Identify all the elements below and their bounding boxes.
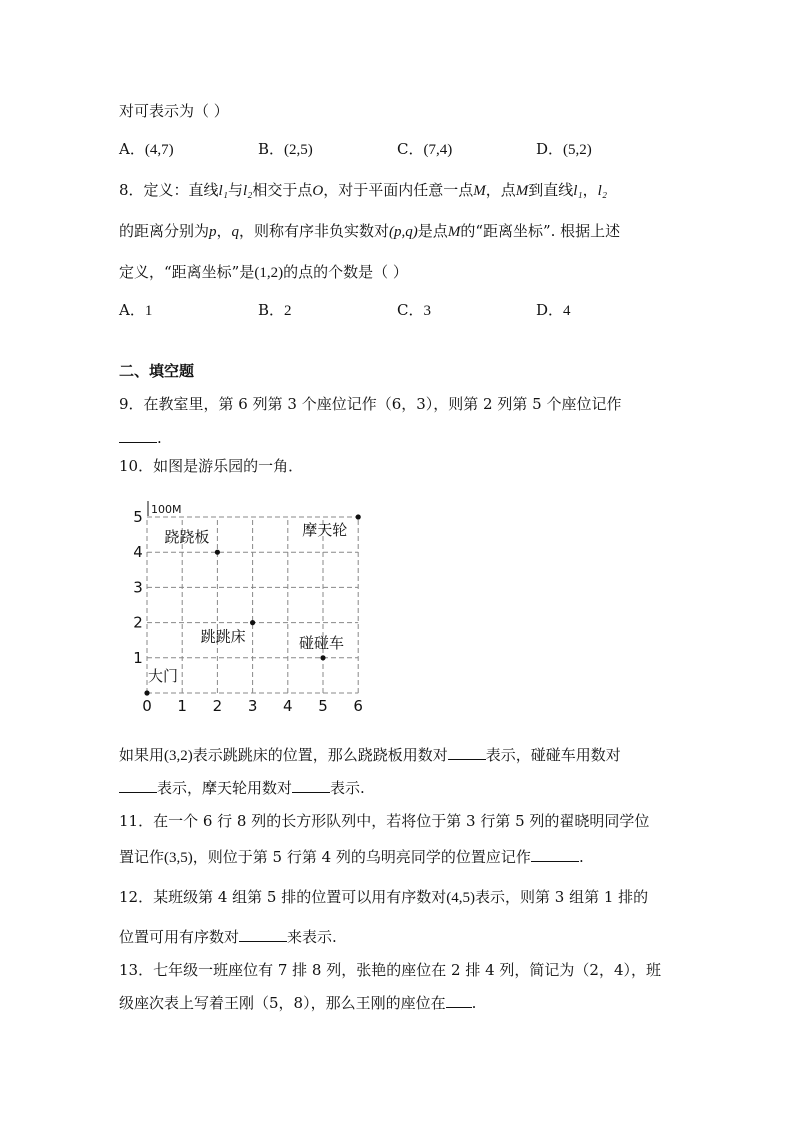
location-point [356, 514, 361, 519]
q10-text: 表示，碰碰车用数对 [485, 746, 621, 764]
q8-text: ，则称有序非负实数对 [239, 222, 390, 240]
x-tick-label: 6 [353, 697, 363, 715]
q11-line-1: 11．在一个 6 行 8 列的长方形队列中，若将位于第 3 行第 5 列的翟晓明同学位 [119, 812, 650, 830]
q10-line-2 [119, 777, 365, 798]
y-tick-label: 1 [133, 648, 143, 667]
q8-line-2 [119, 221, 620, 242]
math-l2: l₂ [242, 183, 253, 199]
location-label: 大门 [148, 667, 179, 685]
q10-text: 表示跳跳床的位置，那么跷跷板用数对 [192, 746, 448, 764]
option-value: 1 [144, 303, 153, 319]
q12-text: 12．某班级第 4 组第 5 排的位置可以用有序数对 [119, 888, 447, 906]
q8-text: 是点 [417, 222, 448, 240]
math-l2: l₂ [597, 183, 608, 199]
q7-option-b[interactable] [258, 139, 313, 160]
y-tick-label: 4 [133, 543, 143, 562]
q8-option-b[interactable] [258, 300, 292, 321]
math-pair: (3,2) [164, 748, 193, 764]
q12-text: 表示，则第 3 组第 1 排的 [475, 888, 649, 906]
q13-end: . [471, 994, 477, 1012]
location-point [215, 550, 220, 555]
math-pair: (4,5) [446, 890, 475, 906]
q7-option-a[interactable] [119, 139, 174, 160]
scale-label: 100M [151, 503, 182, 516]
y-tick-label: 5 [133, 508, 143, 526]
q9-end: . [157, 429, 162, 447]
option-letter: C． [397, 140, 424, 158]
math-o: O [312, 183, 324, 199]
q8-text: ， [216, 222, 232, 240]
q11-line-2 [119, 846, 584, 868]
x-tick-label: 1 [177, 697, 187, 715]
location-point [144, 690, 149, 695]
option-letter: B． [258, 140, 285, 158]
q13-text: 级座次表上写着王刚（5，8），那么王刚的座位在 [119, 994, 446, 1012]
option-value: (2,5) [284, 142, 313, 158]
q9-line-2 [119, 427, 162, 448]
q7-tail: 对可表示为（ ） [119, 102, 229, 120]
q12-text: 位置可用有序数对 [119, 928, 240, 946]
q8-text: 的“距离坐标”. 根据上述 [460, 222, 621, 240]
option-value: 2 [284, 303, 292, 319]
park-grid-chart [120, 492, 380, 722]
answer-blank[interactable] [531, 846, 579, 862]
q8-text: 相交于点 [252, 181, 313, 199]
q8-option-a[interactable] [119, 300, 152, 321]
q8-line-1 [119, 180, 607, 201]
q12-text: 来表示. [287, 928, 337, 946]
math-m: M [473, 183, 486, 199]
location-label: 跳跳床 [200, 627, 246, 646]
answer-blank[interactable] [119, 427, 157, 443]
y-tick-label: 3 [133, 578, 143, 597]
math-pair: (1,2) [254, 265, 284, 281]
y-tick-label: 2 [133, 613, 143, 632]
x-tick-label: 0 [142, 697, 152, 715]
math-q: q [231, 224, 240, 240]
q12-line-2 [119, 926, 337, 947]
q11-end: . [578, 848, 584, 866]
q8-text: 8．定义：直线 [119, 181, 219, 199]
option-value: 4 [563, 303, 571, 319]
q8-text: 与 [227, 181, 243, 199]
q8-text: ，点 [485, 181, 516, 199]
q10-text: 如果用 [119, 746, 165, 764]
answer-blank[interactable] [446, 992, 472, 1008]
q10-text: 表示. [330, 779, 365, 797]
q8-text: 的点的个数是（ ） [283, 263, 408, 281]
q8-option-d[interactable] [536, 300, 571, 321]
section-title: 二、填空题 [119, 362, 195, 380]
option-letter: D． [536, 140, 564, 158]
q8-line-3 [119, 262, 408, 283]
answer-blank[interactable] [448, 744, 486, 760]
x-tick-label: 5 [318, 697, 328, 715]
option-letter: A． [119, 140, 145, 158]
option-value: 3 [423, 303, 431, 319]
math-pair: (3,5) [164, 850, 193, 866]
location-point [320, 655, 325, 660]
math-m: M [515, 183, 529, 199]
q8-text: 定义，“距离坐标”是 [119, 263, 255, 281]
q7-option-d[interactable] [536, 139, 592, 160]
q9-line-1: 9．在教室里，第 6 列第 3 个座位记作（6，3），则第 2 列第 5 个座位记作 [119, 395, 622, 413]
q11-text: ，则位于第 5 行第 4 列的乌明亮同学的位置应记作 [192, 848, 531, 866]
location-label: 碰碰车 [299, 633, 345, 652]
answer-blank[interactable] [119, 777, 157, 793]
option-letter: C． [397, 301, 424, 319]
q8-text: 的距离分别为 [119, 222, 210, 240]
option-value: (5,2) [563, 142, 592, 158]
q11-text: 置记作 [119, 848, 165, 866]
answer-blank[interactable] [292, 777, 330, 793]
x-tick-label: 4 [283, 697, 293, 715]
q8-text: ，对于平面内任意一点 [323, 181, 474, 199]
option-letter: A． [119, 301, 145, 319]
q8-text: 到直线 [528, 181, 574, 199]
option-letter: B． [258, 301, 285, 319]
q10-line-1 [119, 744, 621, 766]
math-pq: (p,q) [389, 224, 418, 240]
option-value: (4,7) [144, 142, 174, 158]
q13-line-1: 13．七年级一班座位有 7 排 8 列，张艳的座位在 2 排 4 列，简记为（2，4），班 [119, 961, 661, 979]
q13-line-2 [119, 992, 476, 1013]
math-m: M [447, 224, 461, 240]
location-label: 跷跷板 [164, 528, 210, 547]
q7-option-c[interactable] [397, 139, 452, 160]
option-value: (7,4) [423, 142, 453, 158]
location-point [250, 620, 255, 625]
option-letter: D． [536, 301, 564, 319]
q8-text: ， [582, 181, 598, 199]
x-tick-label: 2 [212, 697, 223, 715]
math-l1: l₁ [573, 183, 583, 199]
x-tick-label: 3 [247, 697, 258, 715]
answer-blank[interactable] [239, 926, 287, 942]
math-p: p [209, 224, 217, 240]
math-l1: l₁ [218, 183, 228, 199]
q8-option-c[interactable] [397, 300, 431, 321]
q10-text: 表示，摩天轮用数对 [157, 779, 293, 797]
q12-line-1 [119, 887, 648, 908]
location-label: 摩天轮 [302, 521, 348, 539]
q10-intro: 10．如图是游乐园的一角． [119, 457, 304, 475]
